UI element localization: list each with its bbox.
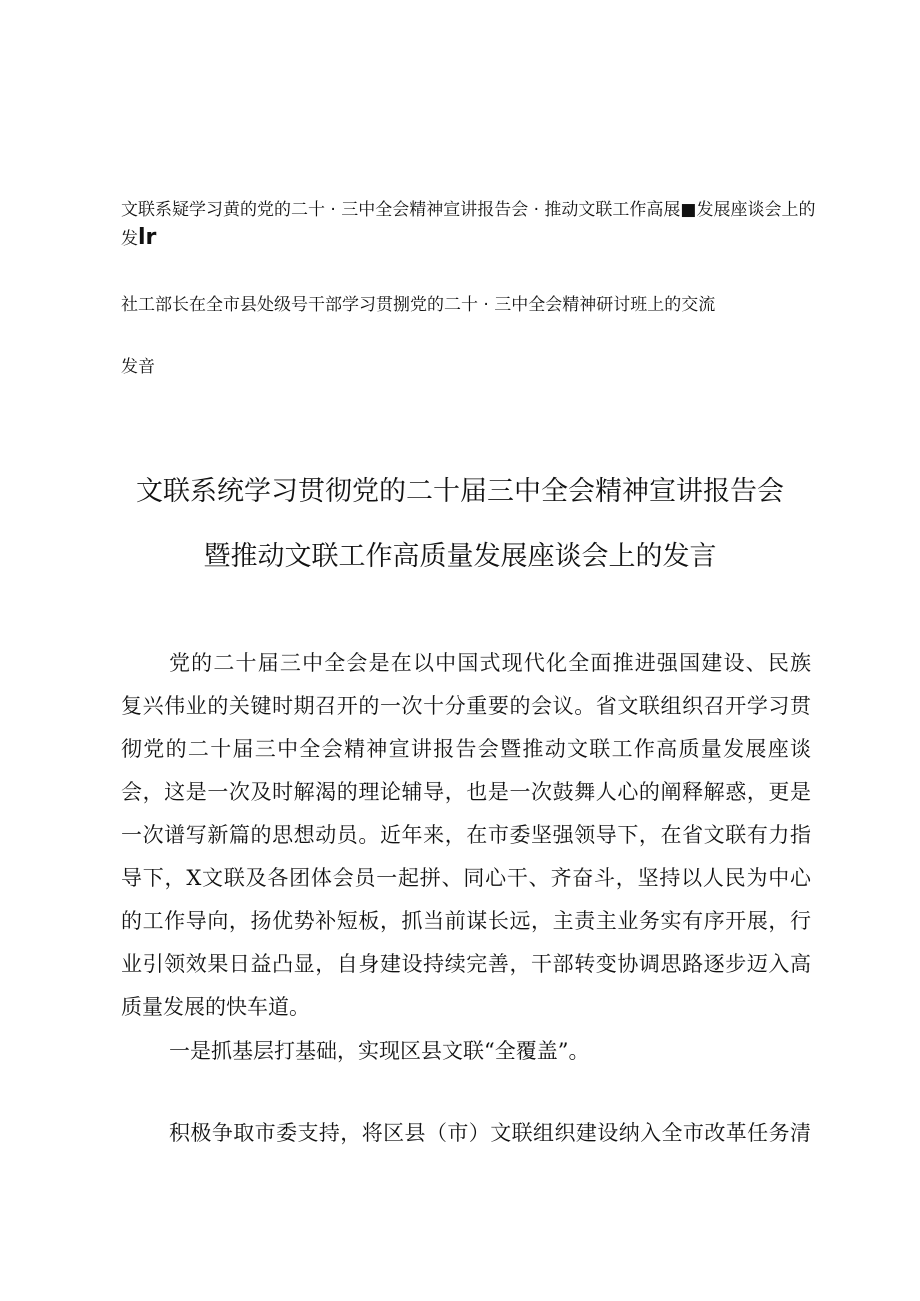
paragraph-line: 导下，X文联及各团体会员一起拼、同心干、齐奋斗，坚持以人民为中心 xyxy=(121,866,811,890)
toc-item-1-line-2-text: 发 xyxy=(121,229,138,249)
section-heading-1 xyxy=(121,1030,811,1073)
paragraph-line: 会，这是一次及时解渴的理论辅导，也是一次鼓舞人心的阐释解惑，更是 xyxy=(121,780,811,804)
document-title-line-1: 文联系统学习贯彻党的二十届三中全会精神宣讲报告会 xyxy=(136,476,784,507)
section-heading-text: 一是抓基层打基础，实现区县文联“全覆盖”。 xyxy=(169,1039,590,1063)
toc-item-2-line-2: 发音 xyxy=(121,357,155,377)
toc-item-1-line-2-suffix: lr xyxy=(138,225,157,250)
paragraph-line: 复兴伟业的关键时期召开的一次十分重要的会议。省文联组织召开学习贯 xyxy=(121,694,811,718)
document-title-line-2: 暨推动文联工作高质量发展座谈会上的发言 xyxy=(203,541,717,572)
paragraph-line: 党的二十届三中全会是在以中国式现代化全面推进强国建设、民族 xyxy=(169,651,811,675)
paragraph-line: 彻党的二十届三中全会精神宣讲报告会暨推动文联工作高质量发展座谈 xyxy=(121,737,811,761)
toc-item-1-line-2 xyxy=(121,226,156,251)
toc-item-2-line-1: 社工部长在全市县处级号干部学习贯捌党的二十 · 三中全会精神研讨班上的交流 xyxy=(121,295,716,315)
paragraph-line: 积极争取市委支持，将区县（市）文联组织建设纳入全市改革任务清 xyxy=(169,1121,811,1145)
paragraph-line: 质量发展的快车道。 xyxy=(121,995,310,1019)
paragraph-line: 一次谱写新篇的思想动员。近年来，在市委坚强领导下，在省文联有力指 xyxy=(121,823,811,847)
paragraph-2 xyxy=(121,1112,811,1155)
toc-item-1-line-1: 文联系疑学习黄的党的二十 · 三中全会精神宣讲报告会 · 推动文联工作高展■发展座谈会上的 xyxy=(121,200,816,220)
paragraph-line: 业引领效果日益凸显，自身建设持续完善，干部转变协调思路逐步迈入高 xyxy=(121,952,811,976)
paragraph-1 xyxy=(121,642,811,1029)
paragraph-line: 的工作导向，扬优势补短板，抓当前谋长远，主责主业务实有序开展，行 xyxy=(121,909,811,933)
